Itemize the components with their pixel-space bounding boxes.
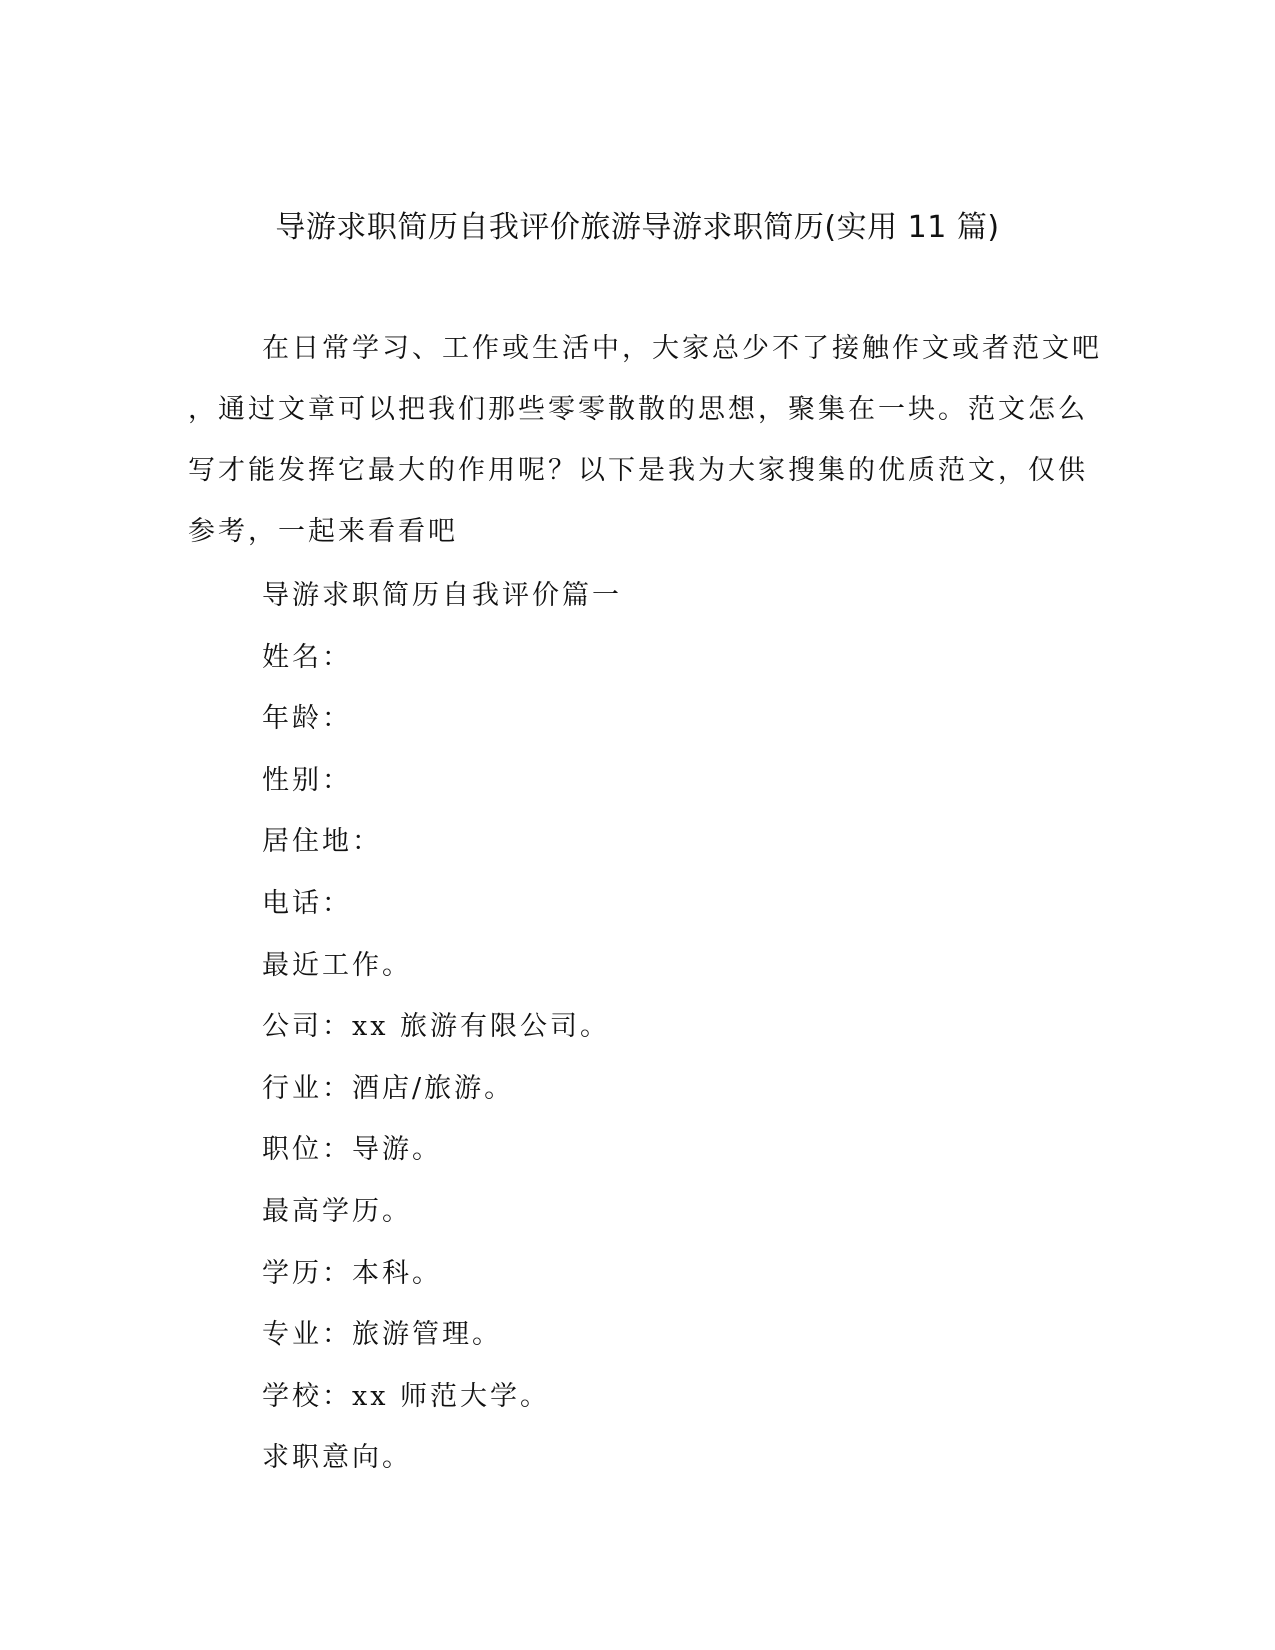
field-degree: 学历：本科。 bbox=[262, 1257, 442, 1289]
field-phone: 电话： bbox=[262, 887, 352, 919]
intro-line: ，通过文章可以把我们那些零零散散的思想，聚集在一块。范文怎么 bbox=[188, 394, 1088, 425]
field-job-intention: 求职意向。 bbox=[262, 1442, 412, 1474]
document-title: 导游求职简历自我评价旅游导游求职简历(实用 11 篇) bbox=[275, 210, 1000, 245]
resume-field-list bbox=[262, 574, 622, 1498]
field-major: 专业：旅游管理。 bbox=[262, 1319, 502, 1351]
field-industry: 行业：酒店/旅游。 bbox=[262, 1072, 515, 1104]
field-school: 学校：xx 师范大学。 bbox=[262, 1380, 551, 1412]
intro-line: 参考，一起来看看吧 bbox=[188, 516, 458, 547]
field-recent-work: 最近工作。 bbox=[262, 949, 412, 981]
field-name: 姓名： bbox=[262, 641, 352, 673]
field-position: 职位：导游。 bbox=[262, 1134, 442, 1166]
field-residence: 居住地： bbox=[262, 826, 382, 858]
field-company: 公司：xx 旅游有限公司。 bbox=[262, 1011, 611, 1043]
field-highest-education: 最高学历。 bbox=[262, 1195, 412, 1227]
intro-line: 写才能发挥它最大的作用呢？以下是我为大家搜集的优质范文，仅供 bbox=[188, 455, 1088, 486]
field-age: 年龄： bbox=[262, 703, 352, 735]
intro-paragraph bbox=[188, 327, 1102, 571]
intro-line: 在日常学习、工作或生活中，大家总少不了接触作文或者范文吧 bbox=[262, 333, 1102, 364]
section-heading: 导游求职简历自我评价篇一 bbox=[262, 580, 622, 611]
field-gender: 性别： bbox=[262, 764, 352, 796]
